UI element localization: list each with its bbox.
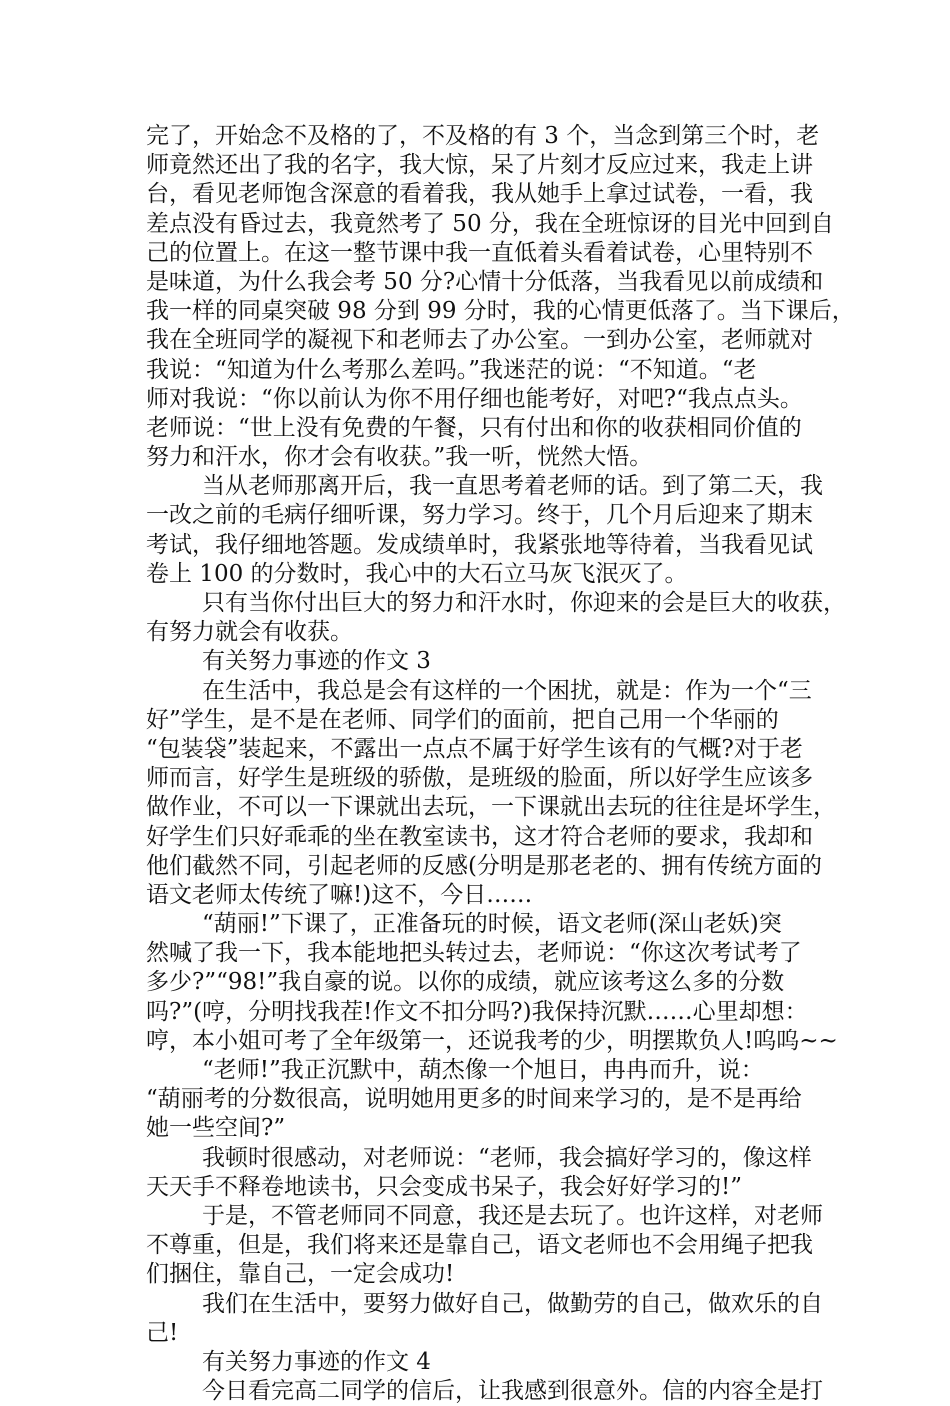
text-line: 今日看完高二同学的信后，让我感到很意外。信的内容全是打: [202, 1378, 823, 1405]
document-body: [146, 122, 855, 1406]
text-line: 考试，我仔细地答题。发成绩单时，我紧张地等待着，当我看见试: [146, 531, 813, 558]
text-line: 有努力就会有收获。: [146, 619, 353, 646]
text-line: 我在全班同学的凝视下和老师去了办公室。一到办公室，老师就对: [146, 327, 813, 354]
text-line: 做作业，不可以一下课就出去玩，一下课就出去玩的往往是坏学生，: [146, 794, 836, 821]
text-line: 一改之前的毛病仔细听课，努力学习。终于，几个月后迎来了期末: [146, 502, 813, 529]
text-line: 当从老师那离开后，我一直思考着老师的话。到了第二天，我: [202, 473, 823, 500]
text-line: 于是，不管老师同不同意，我还是去玩了。也许这样，对老师: [202, 1202, 823, 1229]
text-line: 吗?”(哼，分明找我茬!作文不扣分吗?)我保持沉默……心里却想：: [146, 998, 808, 1025]
text-line: 己的位置上。在这一整节课中我一直低着头看着试卷，心里特别不: [146, 239, 813, 266]
text-line: 好”学生，是不是在老师、同学们的面前，把自己用一个华丽的: [146, 706, 779, 733]
text-line: 他们截然不同，引起老师的反感(分明是那老老的、拥有传统方面的: [146, 852, 822, 879]
text-line: 我顿时很感动，对老师说：“老师，我会搞好学习的，像这样: [202, 1144, 812, 1171]
text-line: 只有当你付出巨大的努力和汗水时，你迎来的会是巨大的收获，: [202, 590, 846, 616]
text-line: 们捆住，靠自己，一定会成功!: [146, 1261, 455, 1288]
text-line: 是味道，为什么我会考 50 分?心情十分低落，当我看见以前成绩和: [146, 268, 824, 295]
text-line: 师而言，好学生是班级的骄傲，是班级的脸面，所以好学生应该多: [146, 765, 813, 792]
text-line: 我一样的同桌突破 98 分到 99 分时，我的心情更低落了。当下课后，: [146, 298, 855, 325]
text-line: “葫丽!”下课了，正准备玩的时候，语文老师(深山老妖)突: [202, 911, 782, 938]
text-line: 不尊重，但是，我们将来还是靠自己，语文老师也不会用绳子把我: [146, 1232, 813, 1259]
text-line: 她一些空间?”: [146, 1115, 286, 1142]
text-line: 语文老师太传统了嘛!)这不，今日……: [146, 881, 533, 908]
text-line: “葫丽考的分数很高，说明她用更多的时间来学习的，是不是再给: [146, 1086, 802, 1113]
text-line: 天天手不释卷地读书，只会变成书呆子，我会好好学习的!”: [146, 1173, 743, 1200]
text-line: 有关努力事迹的作文 3: [202, 648, 431, 675]
text-line: 己!: [146, 1319, 179, 1346]
text-line: 师竟然还出了我的名字，我大惊，呆了片刻才反应过来，我走上讲: [146, 152, 813, 179]
text-line: 卷上 100 的分数时，我心中的大石立马灰飞泯灭了。: [146, 560, 688, 587]
text-line: 哼，本小姐可考了全年级第一，还说我考的少，明摆欺负人!呜呜~~: [146, 1027, 838, 1054]
text-line: 然喊了我一下，我本能地把头转过去，老师说：“你这次考试考了: [146, 940, 802, 967]
text-line: “老师!”我正沉默中，葫杰像一个旭日，冉冉而升，说：: [202, 1057, 764, 1083]
text-line: “包装袋”装起来，不露出一点点不属于好学生该有的气概?对于老: [146, 735, 803, 762]
text-line: 老师说：“世上没有免费的午餐，只有付出和你的收获相同价值的: [146, 414, 802, 441]
text-line: 努力和汗水，你才会有收获。”我一听，恍然大悟。: [146, 444, 653, 471]
text-line: 台，看见老师饱含深意的看着我，我从她手上拿过试卷，一看，我: [146, 181, 813, 208]
text-line: 多少?”“98!”我自豪的说。以你的成绩，就应该考这么多的分数: [146, 969, 785, 996]
text-line: 有关努力事迹的作文 4: [202, 1348, 431, 1375]
text-line: 差点没有昏过去，我竟然考了 50 分，我在全班惊讶的目光中回到自: [146, 210, 834, 237]
text-line: 我们在生活中，要努力做好自己，做勤劳的自己，做欢乐的自: [202, 1290, 823, 1317]
text-line: 师对我说：“你以前认为你不用仔细也能考好，对吧?“我点点头。: [146, 385, 803, 412]
text-line: 在生活中，我总是会有这样的一个困扰，就是：作为一个“三: [202, 677, 812, 704]
text-line: 我说：“知道为什么考那么差吗。”我迷茫的说：“不知道。“老: [146, 356, 757, 383]
text-line: 好学生们只好乖乖的坐在教室读书，这才符合老师的要求，我却和: [146, 823, 813, 850]
text-line: 完了，开始念不及格的了，不及格的有 3 个，当念到第三个时，老: [146, 123, 820, 149]
